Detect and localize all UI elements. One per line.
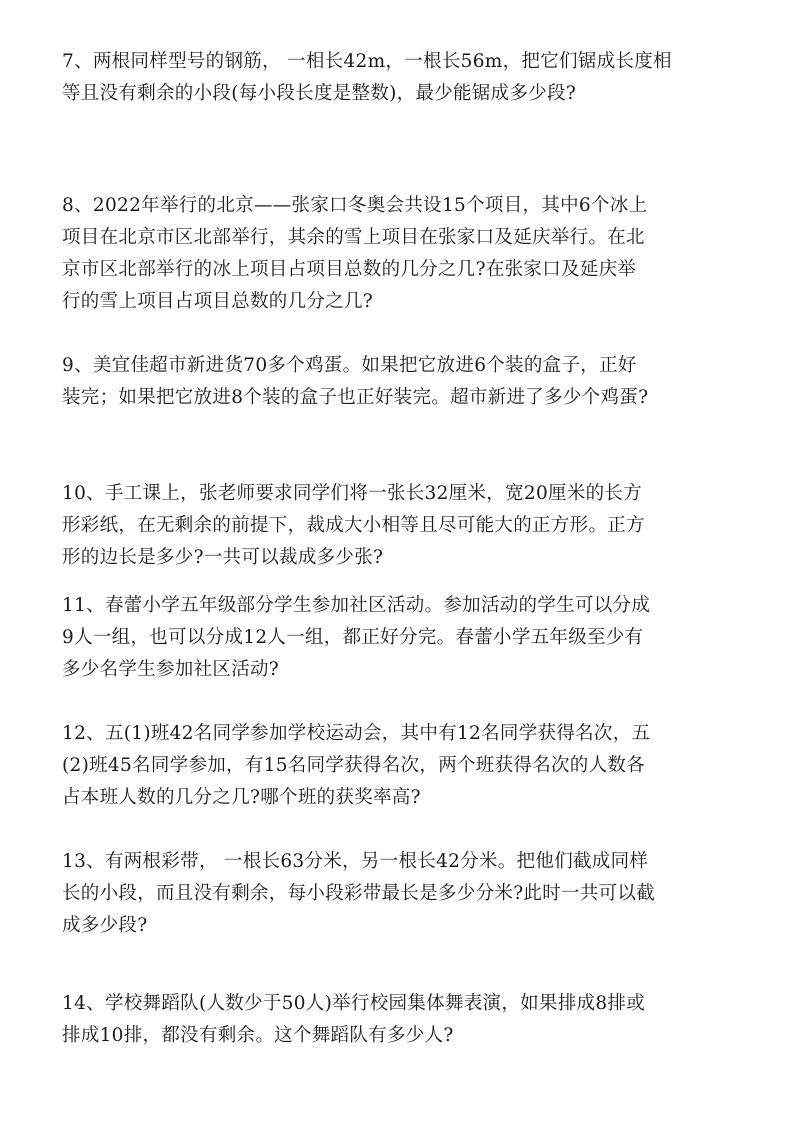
problem-12-line-1: 12、五(1)班42名同学参加学校运动会，其中有12名同学获得名次，五 — [62, 723, 651, 744]
problem-13-line-2: 长的小段，而且没有剩余，每小段彩带最长是多少分米?此时一共可以截 — [62, 883, 656, 904]
problem-8-line-2: 项目在北京市区北部举行，其余的雪上项目在张家口及延庆举行。在北 — [62, 227, 645, 248]
problem-12-line-2: (2)班45名同学参加，有15名同学获得名次，两个班获得名次的人数各 — [62, 755, 645, 776]
problem-11 — [62, 590, 752, 686]
problem-8 — [62, 190, 752, 318]
problem-7-line-2: 等且没有剩余的小段(每小段长度是整数)，最少能锯成多少段? — [62, 83, 577, 104]
problem-9-line-2: 装完；如果把它放进8个装的盒子也正好装完。超市新进了多少个鸡蛋? — [62, 387, 649, 408]
problem-10-line-3: 形的边长是多少?一共可以裁成多少张? — [62, 547, 384, 568]
problem-9-line-1: 9、美宜佳超市新进货70多个鸡蛋。如果把它放进6个装的盒子，正好 — [62, 355, 637, 376]
problem-8-line-3: 京市区北部举行的冰上项目占项目总数的几分之几?在张家口及延庆举 — [62, 259, 637, 280]
problem-8-line-1: 8、2022年举行的北京——张家口冬奥会共设15个项目，其中6个冰上 — [62, 195, 648, 216]
problem-8-line-4: 行的雪上项目占项目总数的几分之几? — [62, 291, 374, 312]
problem-13-line-1: 13、有两根彩带， 一根长63分米，另一根长42分米。把他们截成同样 — [62, 851, 649, 872]
problem-14-line-2: 排成10排，都没有剩余。这个舞蹈队有多少人? — [62, 1025, 454, 1046]
problem-10 — [62, 478, 752, 574]
problem-10-line-2: 形彩纸，在无剩余的前提下，裁成大小相等且尽可能大的正方形。正方 — [62, 515, 645, 536]
problem-14-line-1: 14、学校舞蹈队(人数少于50人)举行校园集体舞表演，如果排成8排或 — [62, 993, 645, 1014]
problem-10-line-1: 10、手工课上，张老师要求同学们将一张长32厘米，宽20厘米的长方 — [62, 483, 643, 504]
problem-9 — [62, 350, 752, 414]
problem-11-line-2: 9人一组，也可以分成12人一组，都正好分完。春蕾小学五年级至少有 — [62, 627, 644, 648]
problem-11-line-1: 11、春蕾小学五年级部分学生参加社区活动。参加活动的学生可以分成 — [62, 595, 651, 616]
problem-12-line-3: 占本班人数的几分之几?哪个班的获奖率高? — [62, 787, 421, 808]
problem-7-line-1: 7、两根同样型号的钢筋， 一相长42m，一根长56m，把它们锯成长度相 — [62, 51, 672, 72]
problem-14 — [62, 988, 752, 1052]
problem-11-line-3: 多少名学生参加社区活动? — [62, 659, 280, 680]
problem-13 — [62, 846, 752, 942]
problem-7 — [62, 46, 752, 110]
problem-12 — [62, 718, 752, 814]
problem-13-line-3: 成多少段? — [62, 915, 148, 936]
